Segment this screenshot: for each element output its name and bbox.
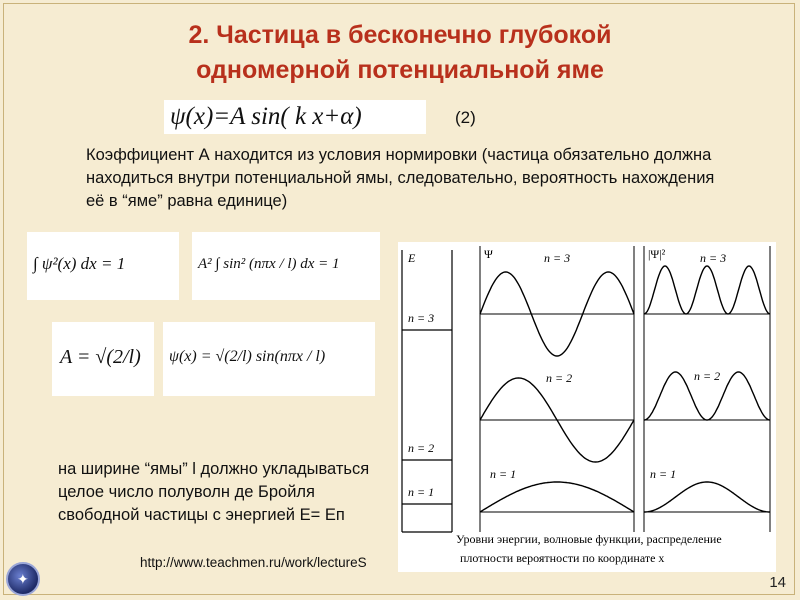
formula-psi-final (163, 322, 375, 396)
equation-text: ψ(x)=A sin( k x+α) (170, 103, 362, 130)
energy-levels-diagram (398, 242, 776, 572)
level-label-1: n = 1 (408, 485, 435, 499)
title-line-1: 2. Частица в бесконечно глубокой (188, 21, 612, 49)
axis-psi2-label: |Ψ|² (648, 247, 666, 261)
formula-normalization-integral-text: ∫ ψ²(x) dx = 1 (33, 254, 126, 273)
formula-amplitude (52, 322, 154, 396)
half-wave-paragraph: на ширине “ямы” l должно укладываться целое число полуволн де Бройля свободной частицы с энергией Е= Еп (58, 460, 370, 524)
level-label-3: n = 3 (408, 311, 435, 325)
page-number: 14 (769, 574, 786, 591)
slide-title (60, 18, 740, 88)
diagram-svg (398, 242, 776, 572)
logo-icon: ✦ (6, 562, 40, 596)
equation-wave-function (164, 100, 426, 134)
diagram-caption-line-2: плотности вероятности по координате x (460, 551, 665, 565)
formula-normalization-sin (192, 232, 380, 300)
density-label-n1: n = 1 (650, 467, 677, 481)
formula-normalization-integral (27, 232, 179, 300)
diagram-caption-line-1: Уровни энергии, волновые функции, распределение (456, 532, 722, 546)
density-curve-n1 (644, 482, 770, 512)
psi-curve-n1 (480, 482, 634, 512)
density-label-n3: n = 3 (700, 251, 727, 265)
axis-psi-label: Ψ (484, 247, 493, 261)
formula-psi-final-text: ψ(x) = √(2/l) sin(nπx / l) (169, 348, 326, 365)
psi2-panel (644, 246, 770, 532)
energy-panel (402, 250, 452, 532)
psi-label-n2: n = 2 (546, 371, 573, 385)
psi-label-n3: n = 3 (544, 251, 571, 265)
normalization-paragraph: Коэффициент А находится из условия нормировки (частица обязательно должна находиться внутри потенциальной ямы, следовательно, вероятность нахождения её в “яме” равна единице) (86, 146, 715, 210)
source-link[interactable]: http://www.teachmen.ru/work/lectureS (140, 555, 367, 570)
level-label-2: n = 2 (408, 441, 435, 455)
density-label-n2: n = 2 (694, 369, 721, 383)
density-curve-n3 (644, 266, 770, 314)
title-line-2: одномерной потенциальной яме (196, 56, 604, 84)
formula-normalization-sin-text: A² ∫ sin² (nπx / l) dx = 1 (198, 256, 340, 272)
equation-number: (2) (455, 108, 476, 127)
axis-E-label: E (408, 251, 416, 265)
psi-label-n1: n = 1 (490, 467, 517, 481)
psi-panel (480, 246, 634, 532)
formula-amplitude-text: A = √(2/l) (60, 346, 141, 368)
